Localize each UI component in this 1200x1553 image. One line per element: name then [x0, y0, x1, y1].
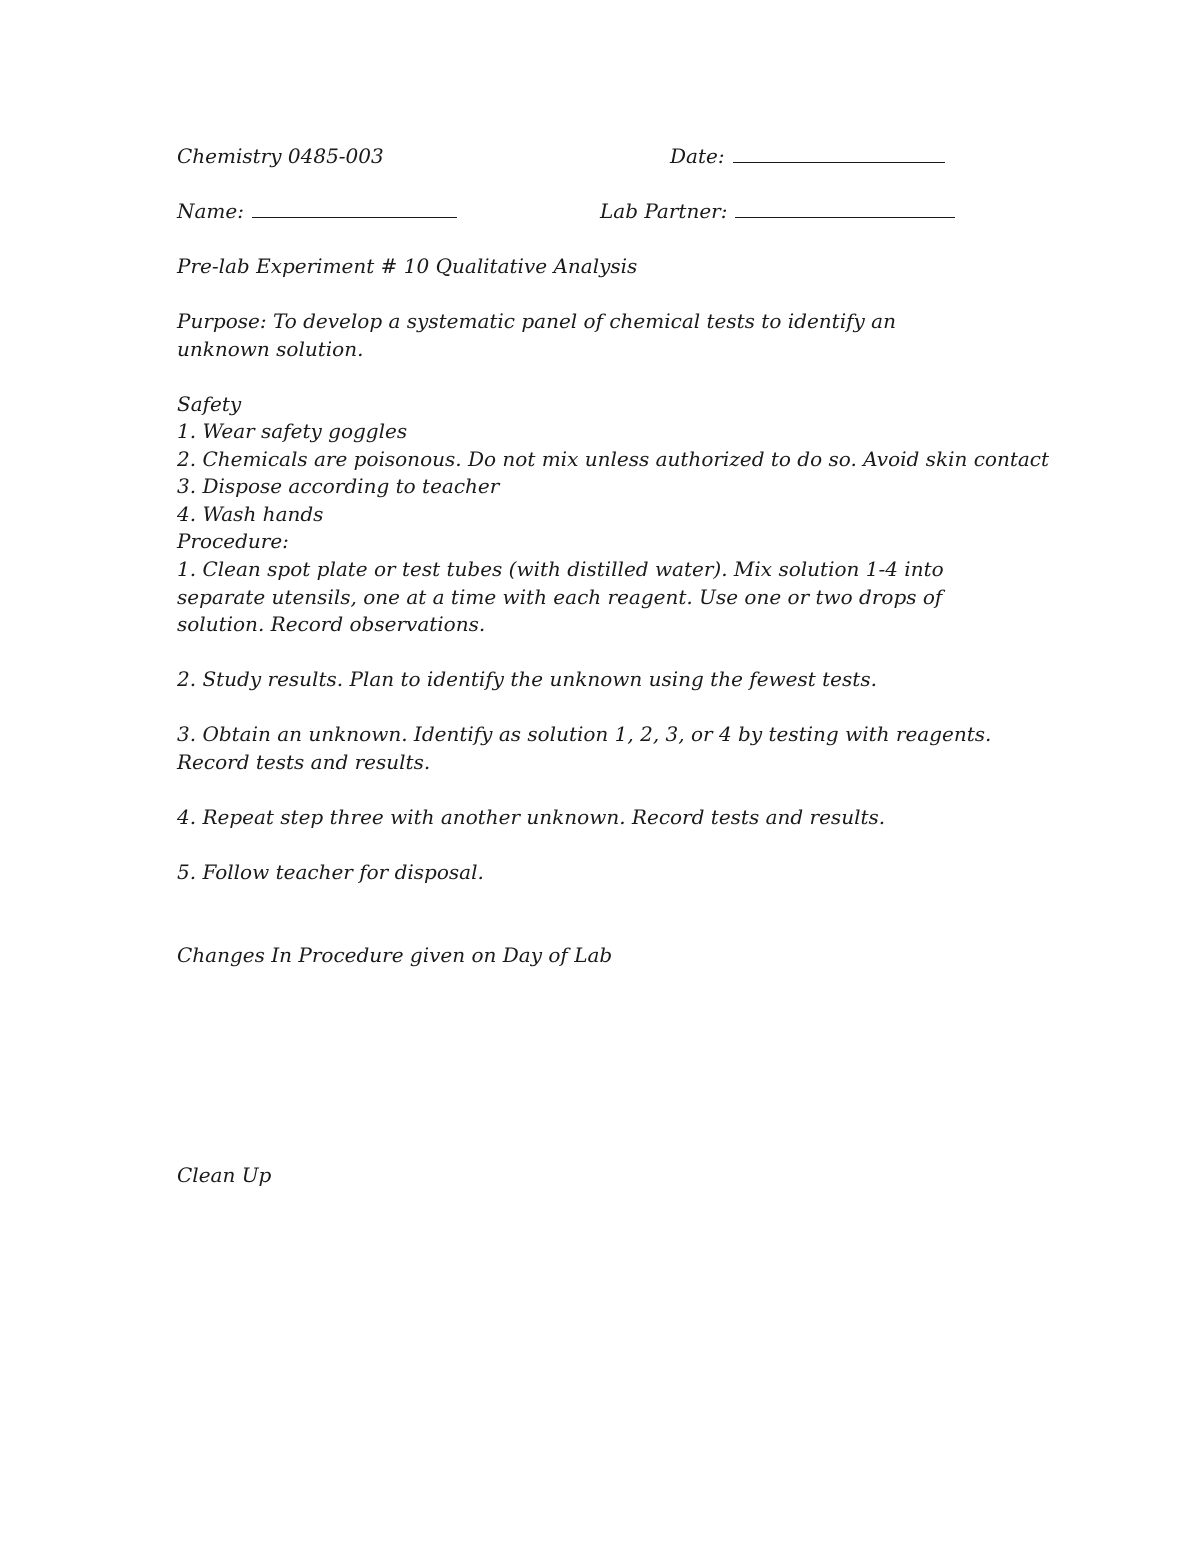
procedure-heading: Procedure:	[177, 529, 289, 553]
procedure-step: 2. Study results. Plan to identify the unknown using the fewest tests.	[177, 667, 877, 691]
safety-heading: Safety	[177, 392, 242, 416]
lab-partner-field	[600, 198, 955, 225]
lab-partner-blank[interactable]	[735, 199, 955, 218]
name-blank[interactable]	[252, 199, 457, 218]
safety-item: 2. Chemicals are poisonous. Do not mix unless authorized to do so. Avoid skin contact	[177, 446, 1050, 471]
safety-list	[177, 418, 1050, 528]
date-label: Date:	[670, 144, 725, 168]
date-blank[interactable]	[733, 144, 945, 163]
procedure-steps	[177, 556, 1027, 914]
course-label: Chemistry 0485-003	[177, 144, 384, 168]
date-field	[670, 143, 945, 170]
experiment-title: Pre-lab Experiment # 10 Qualitative Analysis	[177, 254, 638, 278]
safety-item: 4. Wash hands	[177, 501, 324, 526]
course-title	[177, 143, 384, 170]
procedure-step: 5. Follow teacher for disposal.	[177, 859, 484, 884]
procedure-step: 4. Repeat step three with another unknown. Record tests and results.	[177, 804, 886, 829]
changes-heading: Changes In Procedure given on Day of Lab	[177, 943, 613, 967]
procedure-step: 1. Clean spot plate or test tubes (with distilled water). Mix solution 1-4 into separate utensils, one at a time with each reagent. Use one or two drops of solution. Record observations.	[177, 557, 944, 636]
safety-item: 3. Dispose according to teacher	[177, 474, 500, 498]
name-field	[177, 198, 457, 225]
lab-partner-label: Lab Partner:	[600, 199, 728, 223]
purpose-text: Purpose: To develop a systematic panel of chemical tests to identify an unknown solution.	[177, 309, 896, 361]
cleanup-heading: Clean Up	[177, 1163, 272, 1187]
safety-item: 1. Wear safety goggles	[177, 419, 408, 443]
procedure-step: 3. Obtain an unknown. Identify as solution 1, 2, 3, or 4 by testing with reagents. Record tests and results.	[177, 722, 992, 774]
name-label: Name:	[177, 199, 244, 223]
